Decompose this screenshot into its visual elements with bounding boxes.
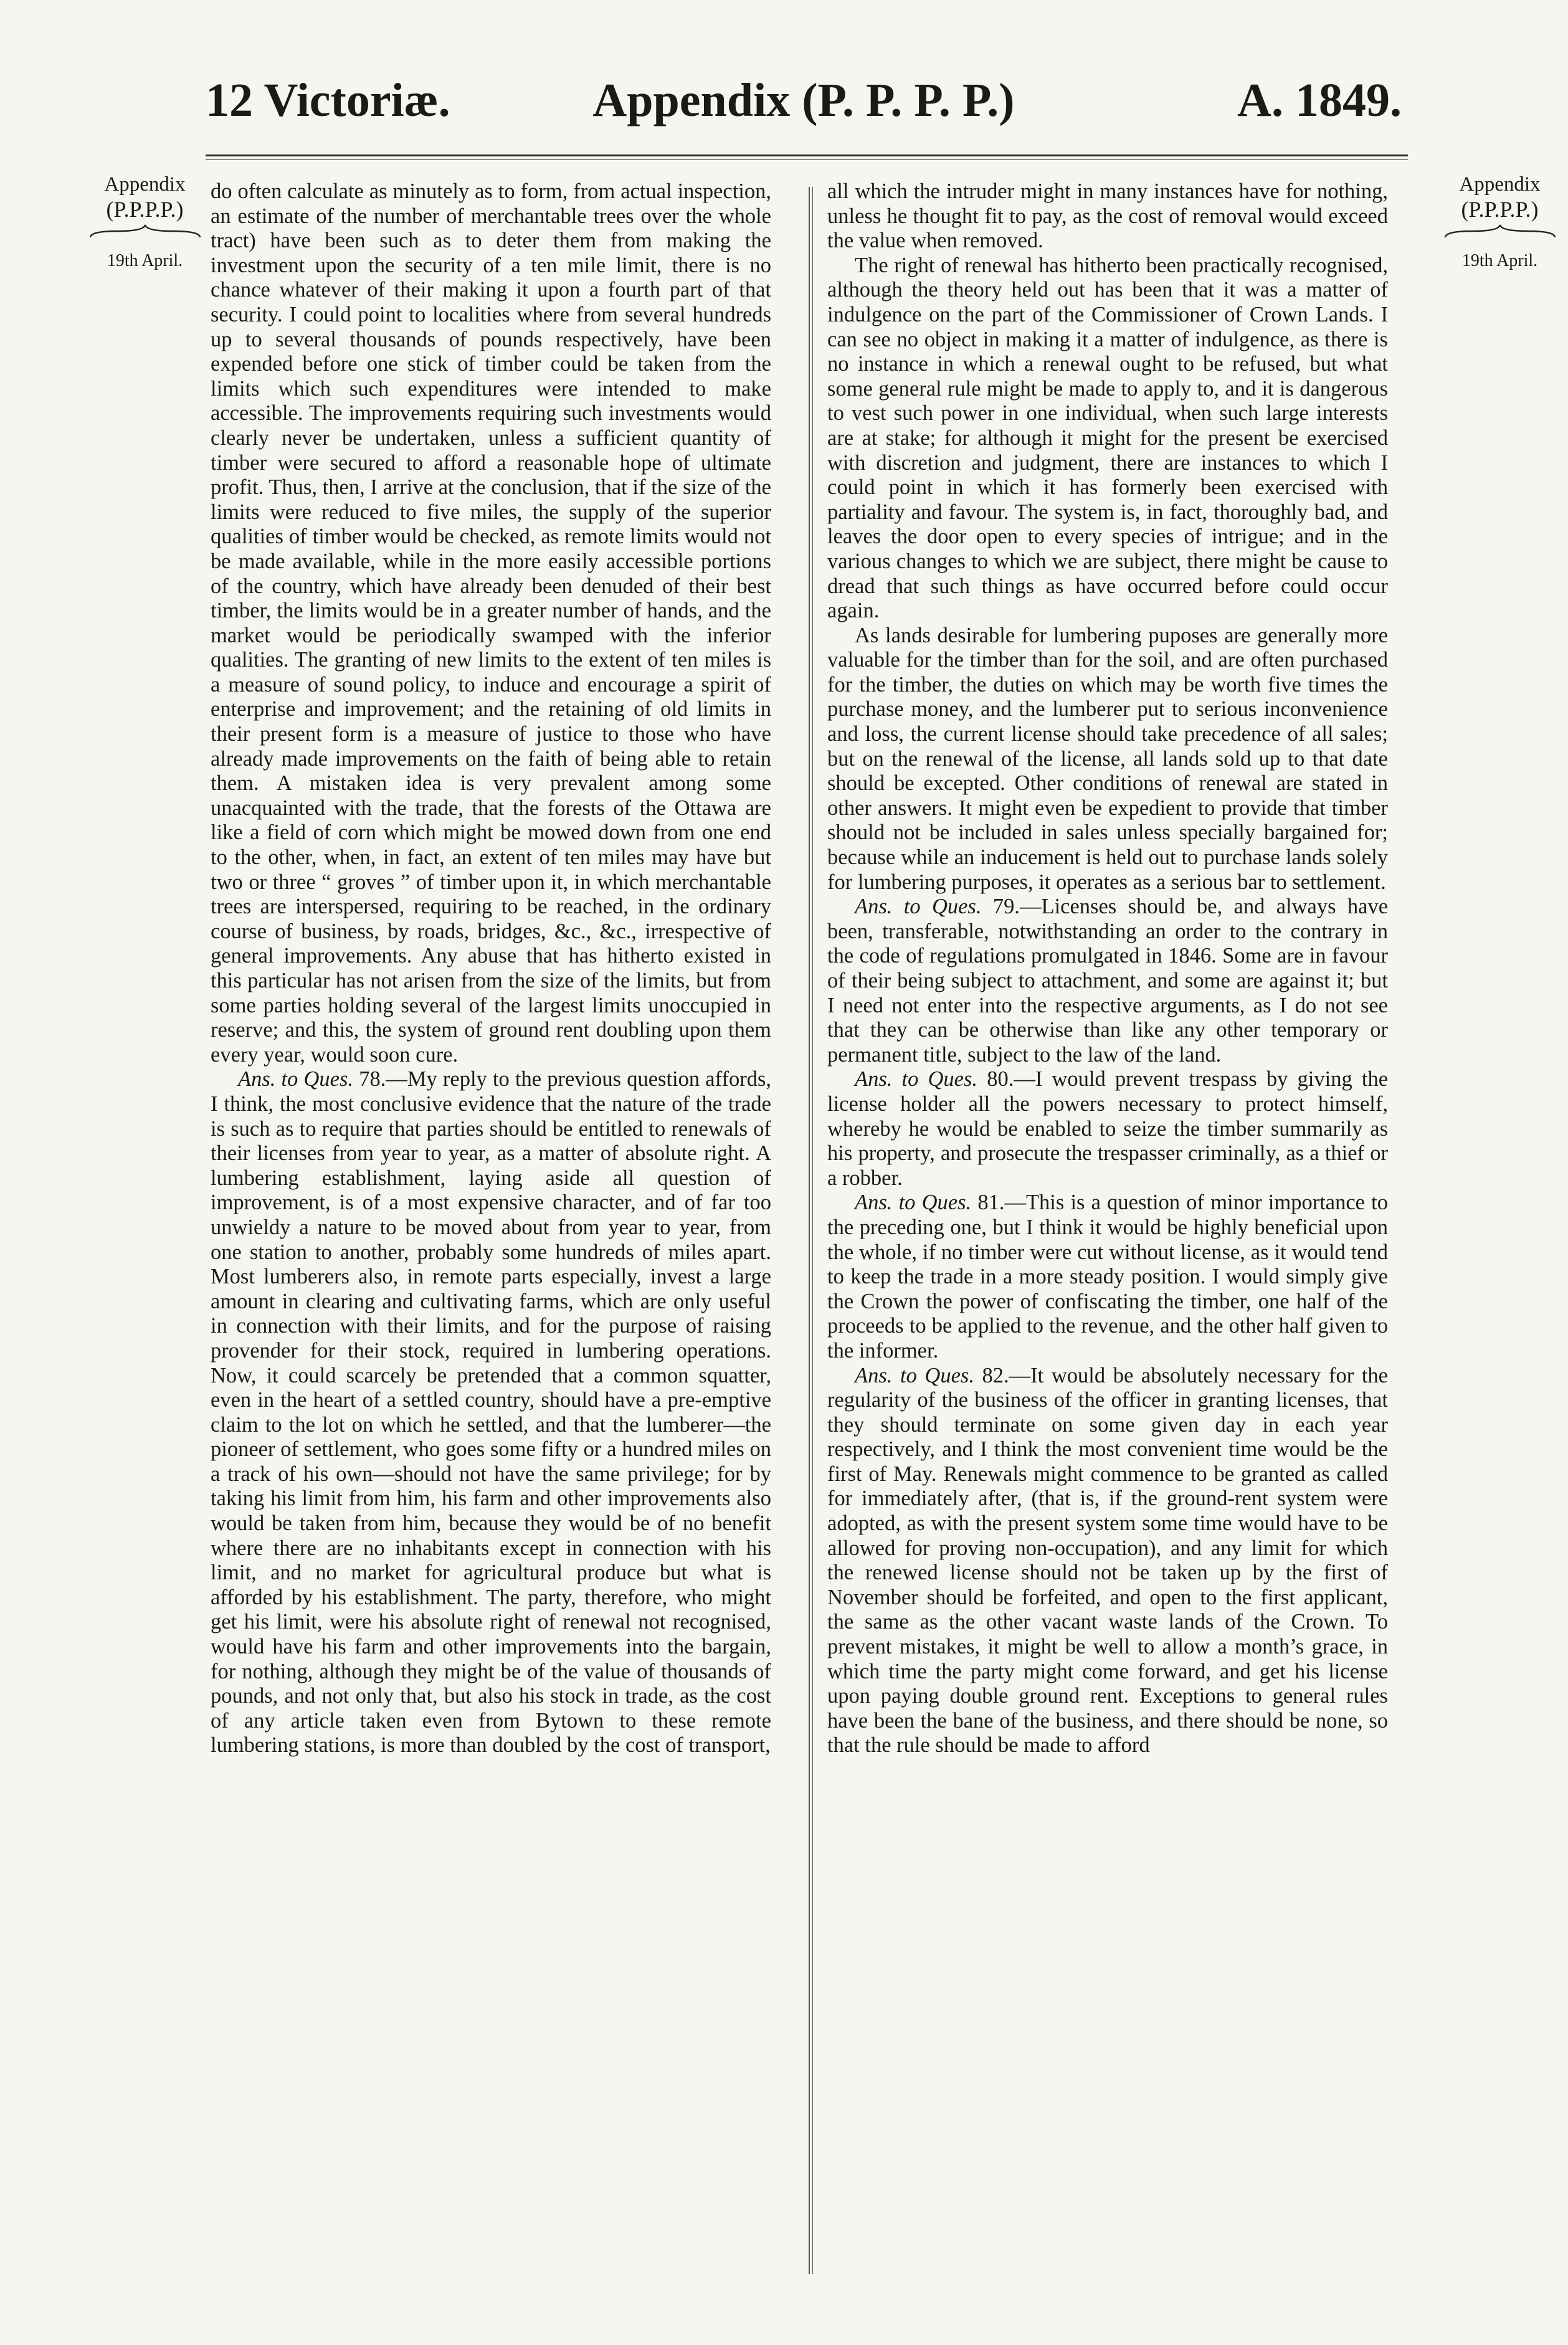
paragraph: The right of renewal has hitherto been practically recognised, although the theory held out has been that it was a matter of indulgence on the part of the Commissioner of Crown Lands. I can see no object in making it a matter of indulgence, as there is no instance in which a renewal ought to be refused, but what some general rule might be made to apply to, and it is dangerous to vest such power in one individual, when such large interests are at stake; for although it might for the present be exercised with discretion and judgment, there are instances to which I could point in which it has formerly been exercised with partiality and favour. The system is, in fact, thoroughly bad, and leaves the door open to every species of intrigue; and in the various changes to which we are subject, there might be cause to dread that such things as have occurred before could occur again.: [827, 253, 1388, 623]
answer-text: 82.—It would be absolutely necessary for the regularity of the business of the officer in granting licenses, that they should terminate on some given day in each year respectively, and I think the most convenient time would be the first of May. Renewals might commence to be granted as called for immediately after, (that is, if the ground-rent system were adopted, as with the present system some time would have to be allowed for proving non-occupation), and any limit for which the renewed license should not be taken up by the first of November should be forfeited, and open to the first applicant, the same as the other vacant waste lands of the Crown. To prevent mistakes, it might be well to allow a month’s grace, in which time the party might come forward, and get his license upon paying double ground rent. Exceptions to general rules have been the bane of the business, and there should be none, so that the rule should be made to afford: [827, 1363, 1388, 1758]
left-column: [211, 179, 771, 1758]
paragraph: all which the intruder might in many instances have for nothing, unless he thought fit to pay, as the cost of removal would exceed the value when removed.: [827, 179, 1388, 253]
answer-label: Ans. to Ques.: [855, 1191, 972, 1215]
page-header: [206, 74, 1402, 142]
header-volume: 12 Victoriæ.: [206, 74, 450, 126]
answer-paragraph: [827, 1067, 1388, 1191]
answer-paragraph: [827, 895, 1388, 1067]
answer-paragraph: [827, 1364, 1388, 1759]
answer-label: Ans. to Ques.: [238, 1067, 354, 1092]
right-margin-note: [1436, 173, 1564, 272]
answer-label: Ans. to Ques.: [855, 895, 982, 919]
margin-appendix-code: (P.P.P.P.): [106, 196, 184, 222]
header-rule-thin: [206, 159, 1408, 160]
margin-date: 19th April.: [107, 251, 183, 271]
answer-text: 81.—This is a question of minor importance to the preceding one, but I think it would be highly beneficial upon the whole, if no timber were cut without license, as it would tend to keep the trade in a more steady position. I would simply give the Crown the power of confiscating the timber, one half of the proceeds to be applied to the revenue, and the other half given to the informer.: [827, 1191, 1388, 1363]
header-title: Appendix (P. P. P. P.): [592, 74, 1015, 126]
answer-paragraph: [827, 1191, 1388, 1363]
margin-date: 19th April.: [1461, 251, 1538, 271]
margin-appendix-label: Appendix: [104, 173, 186, 196]
margin-appendix-code: (P.P.P.P.): [1461, 196, 1539, 222]
header-rule: [206, 155, 1408, 156]
answer-label: Ans. to Ques.: [855, 1363, 974, 1387]
column-divider: [809, 187, 810, 2274]
column-divider-thin: [812, 187, 813, 2274]
left-margin-note: [81, 173, 209, 272]
brace-icon: [1444, 224, 1556, 240]
margin-appendix-label: Appendix: [1459, 173, 1541, 196]
answer-text: 78.—My reply to the previous question affords, I think, the most conclusive evidence that the nature of the trade is such as to require that parties should be entitled to renewals of their licenses from year to year, as a matter of absolute right. A lumbering establishment, laying aside all question of improvement, is of a most expensive character, and of far too unwieldy a nature to be moved about from year to year, from one station to another, probably some hundreds of miles apart. Most lumberers also, in remote parts especially, invest a large amount in clearing and cultivating farms, which are only useful in connection with their limits, and for the purpose of raising provender for their stock, required in lumbering operations. Now, it could scarcely be pretended that a common squatter, even in the heart of a settled country, should have a pre-emptive claim to the lot on which he settled, and that the lumberer—the pioneer of settlement, who goes some fifty or a hundred miles on a track of his own—should not have the same privilege; for by taking his limit from him, his farm and other improvements also would be taken from him, because they would be of no benefit where there are no inhabitants except in connection with his limit, and no market for agricultural produce but what is afforded by his establishment. The party, therefore, who might get his limit, were his absolute right of renewal not recognised, would have his farm and other improvements into the bargain, for nothing, although they might be of the value of thousands of pounds, and not only that, but also his stock in trade, as the cost of any article taken even from Bytown to these remote lumbering stations, is more than doubled by the cost of transport,: [211, 1067, 771, 1758]
header-year: A. 1849.: [1237, 74, 1402, 126]
paragraph: As lands desirable for lumbering puposes are generally more valuable for the timber than for the soil, and are often purchased for the timber, the duties on which may be worth five times the purchase money, and the lumberer put to serious inconvenience and loss, the current license should take precedence of all sales; but on the renewal of the license, all lands sold up to that date should be excepted. Other conditions of renewal are stated in other answers. It might even be expedient to provide that timber should not be included in sales unless specially bargained for; because while an inducement is held out to purchase lands solely for lumbering purposes, it operates as a serious bar to settlement.: [827, 623, 1388, 894]
answer-paragraph: [211, 1067, 771, 1758]
answer-text: 80.—I would prevent trespass by giving the license holder all the powers necessary to protect himself, whereby he would be enabled to seize the timber summarily as his property, and prosecute the trespasser criminally, as a thief or a robber.: [827, 1067, 1389, 1190]
answer-label: Ans. to Ques.: [855, 1067, 978, 1092]
right-column: [827, 179, 1388, 1758]
answer-text: 79.—Licenses should be, and always have been, transferable, notwithstanding an order to the contrary in the code of regulations promulgated in 1846. Some are in favour of their being subject to attachment, and some are against it; but I need not enter into the respective arguments, as I do not see that they can be otherwise than like any other temporary or permanent title, subject to the law of the land.: [827, 895, 1389, 1067]
brace-icon: [89, 224, 201, 240]
paragraph: do often calculate as minutely as to form, from actual inspection, an estimate of the number of merchantable trees over the whole tract) have been such as to deter them from making the investment upon the security of a ten mile limit, there is no chance whatever of their making it upon a fourth part of that security. I could point to localities where from several hundreds up to several thousands of pounds respectively, have been expended before one stick of timber could be taken from the limits which such expenditures were intended to make accessible. The improvements requiring such investments would clearly never be undertaken, unless a sufficient quantity of timber were secured to afford a reasonable hope of ultimate profit. Thus, then, I arrive at the conclusion, that if the size of the limits were reduced to five miles, the supply of the superior qualities of timber would be checked, as remote limits would not be made available, while in the more easily accessible portions of the country, which have already been denuded of their best timber, the limits would be in a greater number of hands, and the market would be periodically swamped with the inferior qualities. The granting of new limits to the extent of ten miles is a measure of sound policy, to induce and encourage a spirit of enterprise and improvement; and the retaining of old limits in their present form is a measure of justice to those who have already made improvements on the faith of being able to retain them. A mistaken idea is very prevalent among some unacquainted with the trade, that the forests of the Ottawa are like a field of corn which might be mowed down from one end to the other, when, in fact, an extent of ten miles may have but two or three “ groves ” of timber upon it, in which merchantable trees are interspersed, requiring to be reached, in the ordinary course of business, by roads, bridges, &c., &c., irrespective of general improvements. Any abuse that has hitherto existed in this particular has not arisen from the size of the limits, but from some parties holding several of the largest limits unoccupied in reserve; and this, the system of ground rent doubling upon them every year, would soon cure.: [211, 179, 771, 1067]
